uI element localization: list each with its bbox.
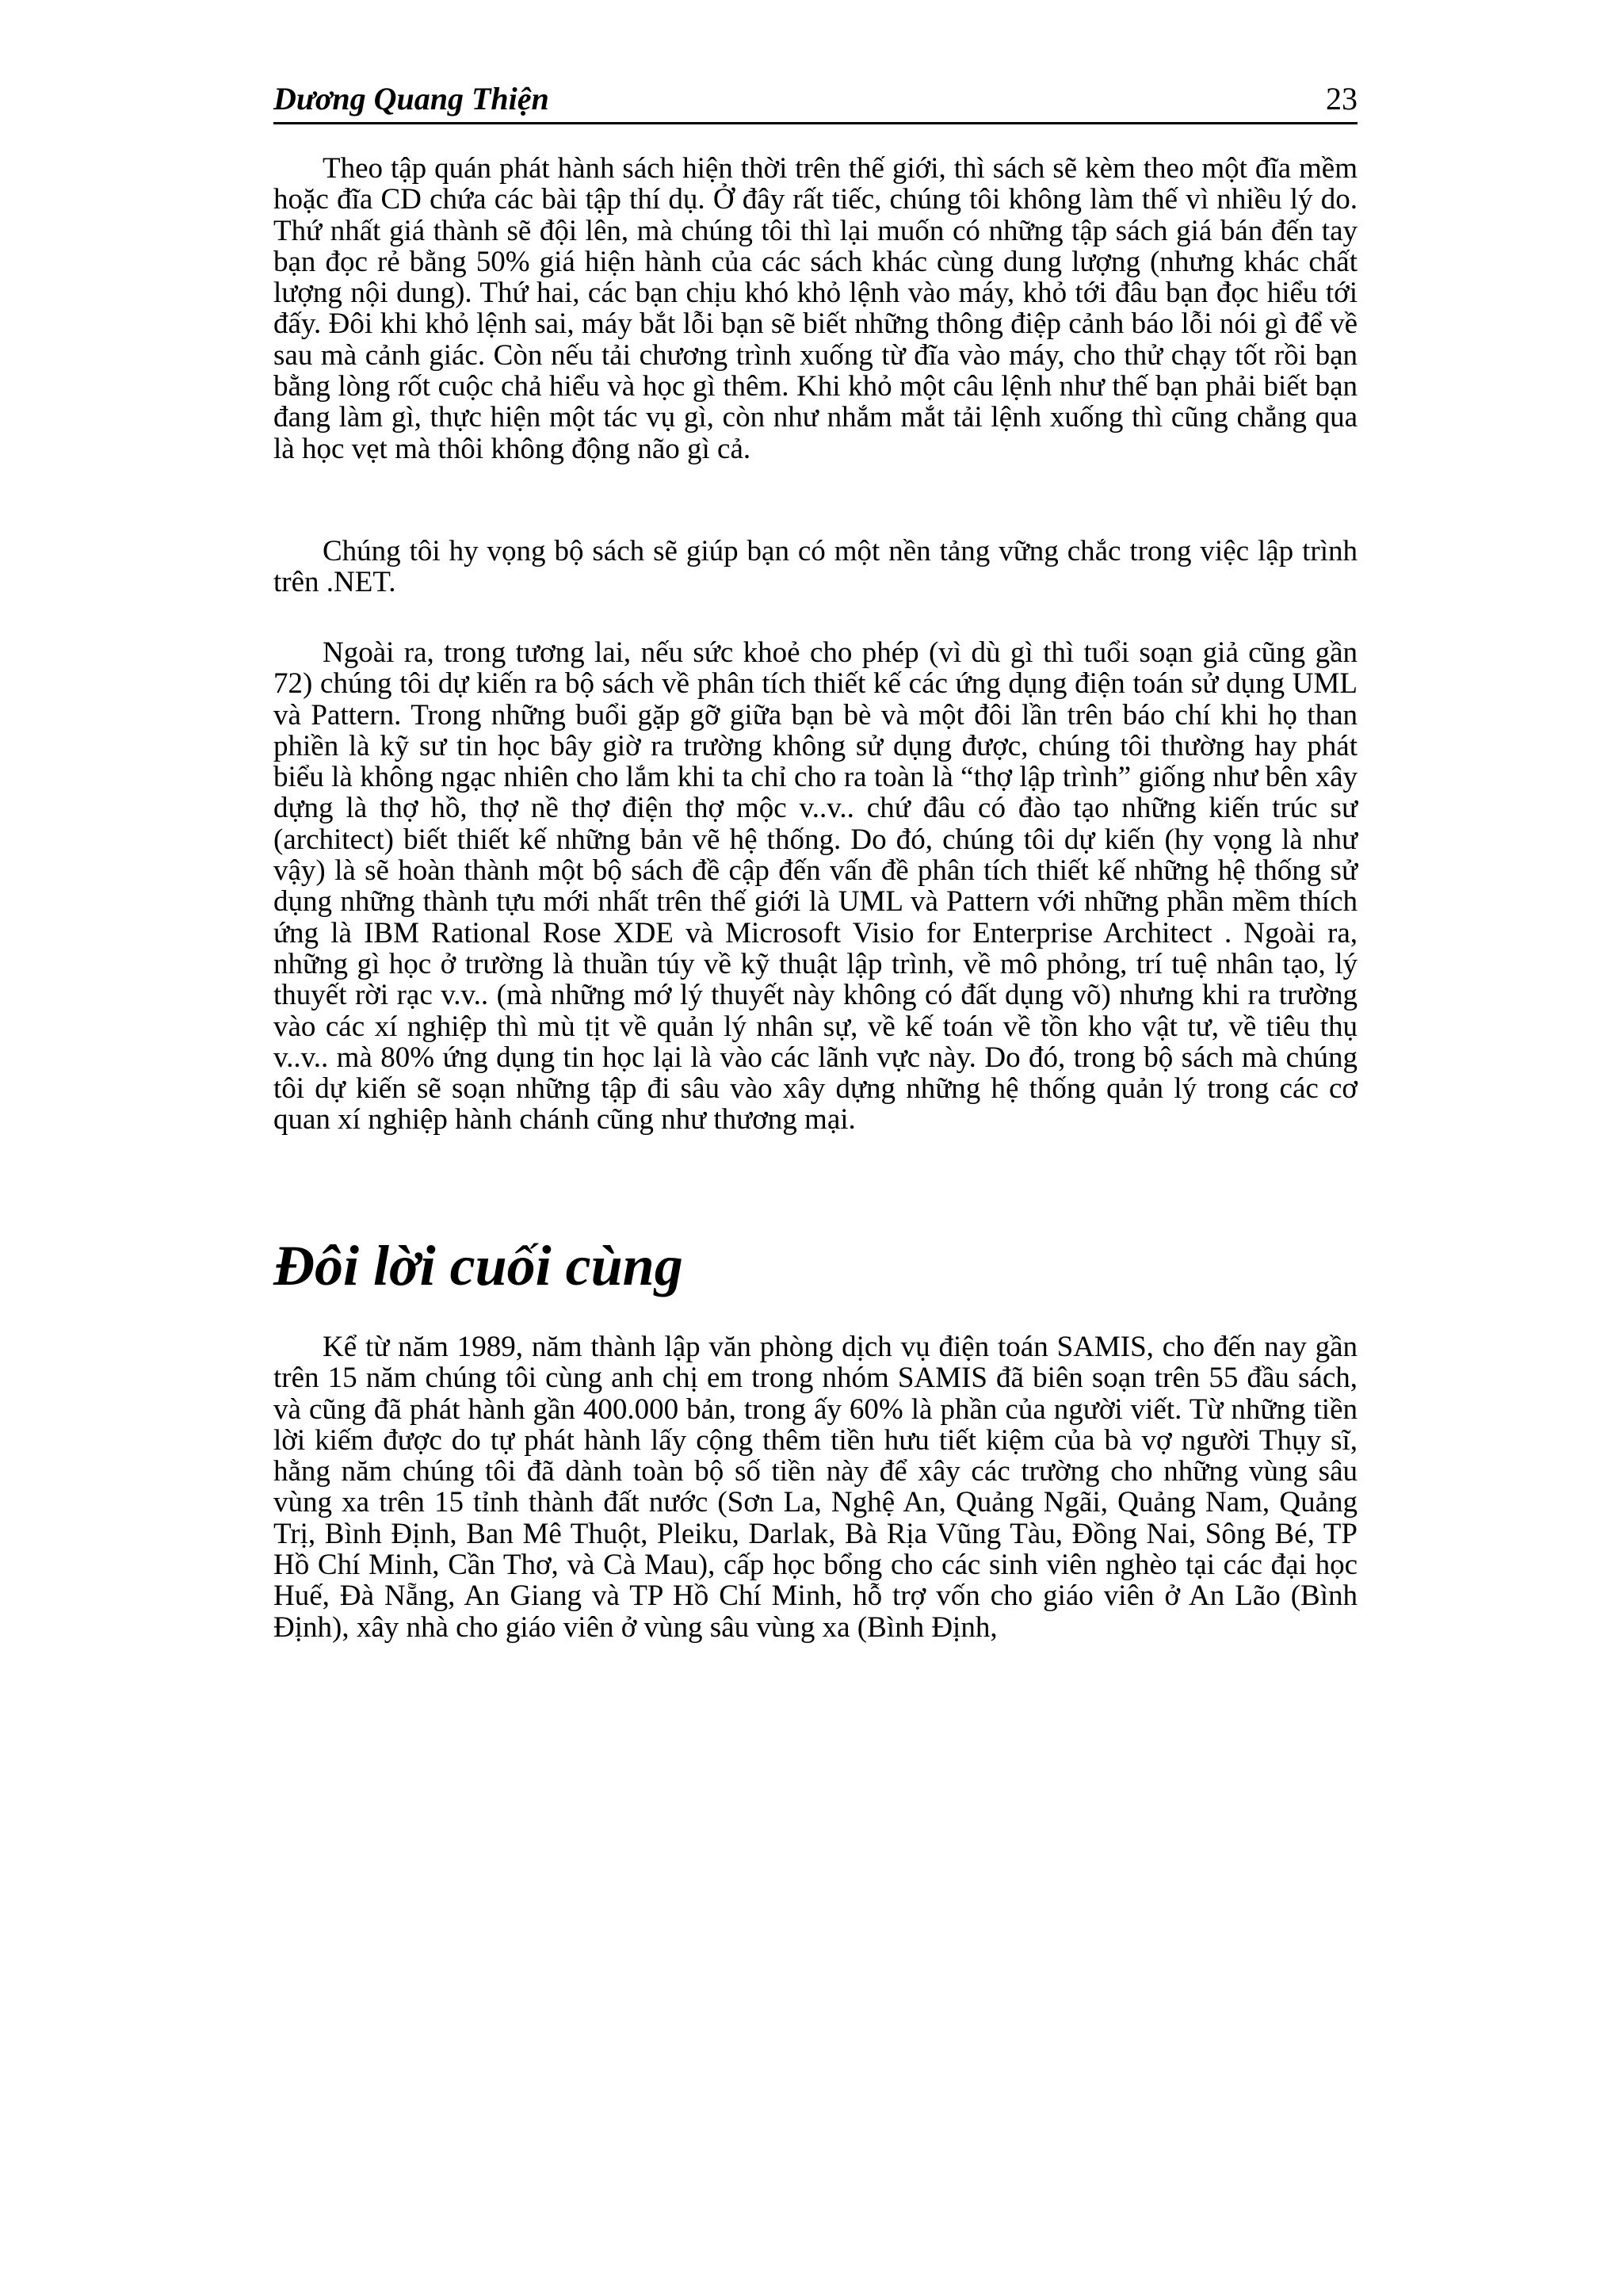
body-paragraph: Ngoài ra, trong tương lai, nếu sức khoẻ cho phép (vì dù gì thì tuổi soạn giả cũng gần 72) chúng tôi dự kiến ra bộ sách về phân tích thiết kế các ứng dụng điện toán sử dụng UML và Pattern. Trong những buổi gặp gỡ giữa bạn bè và một đôi lần trên báo chí khi họ than phiền là kỹ sư tin học bây giờ ra trường không sử dụng được, chúng tôi thường hay phát biểu là không ngạc nhiên cho lắm khi ta chỉ cho ra toàn là “thợ lập trình” giống như bên xây dựng là thợ hồ, thợ nề thợ điện thợ mộc v..v.. chứ đâu có đào tạo những kiến trúc sư (architect) biết thiết kế những bản vẽ hệ thống. Do đó, chúng tôi dự kiến (hy vọng là như vậy) là sẽ hoàn thành một bộ sách đề cập đến vấn đề phân tích thiết kế những hệ thống sử dụng những thành tựu mới nhất trên thế giới là UML và Pattern với những phần mềm thích ứng là IBM Rational Rose XDE và Microsoft Visio for Enterprise Architect . Ngoài ra, những gì học ở trường là thuần túy về kỹ thuật lập trình, về mô phỏng, trí tuệ nhân tạo, lý thuyết rời rạc v.v.. (mà những mớ lý thuyết này không có đất dụng võ) nhưng khi ra trường vào các xí nghiệp thì mù tịt về quản lý nhân sự, về kế toán về tồn kho vật tư, về tiêu thụ v..v.. mà 80% ứng dụng tin học lại là vào các lãnh vực này. Do đó, trong bộ sách mà chúng tôi dự kiến sẽ soạn những tập đi sâu vào xây dựng những hệ thống quản lý trong các cơ quan xí nghiệp hành chánh cũng như thương mại. [273,636,1358,1137]
section-heading: Đôi lời cuối cùng [273,1234,683,1297]
page-number: 23 [1326,81,1358,117]
running-header [273,78,1358,124]
header-author: Dương Quang Thiện [273,81,549,117]
body-paragraph: Kể từ năm 1989, năm thành lập văn phòng dịch vụ điện toán SAMIS, cho đến nay gần trên 15 năm chúng tôi cùng anh chị em trong nhóm SAMIS đã biên soạn trên 55 đầu sách, và cũng đã phát hành gần 400.000 bản, trong ấy 60% là phần của người viết. Từ những tiền lời kiếm được do tự phát hành lấy cộng thêm tiền hưu tiết kiệm của bà vợ người Thụy sĩ, hằng năm chúng tôi đã dành toàn bộ số tiền này để xây các trường cho những vùng sâu vùng xa trên 15 tỉnh thành đất nước (Sơn La, Nghệ An, Quảng Ngãi, Quảng Nam, Quảng Trị, Bình Định, Ban Mê Thuột, Pleiku, Darlak, Bà Rịa Vũng Tàu, Đồng Nai, Sông Bé, TP Hồ Chí Minh, Cần Thơ, và Cà Mau), cấp học bổng cho các sinh viên nghèo tại các đại học Huế, Đà Nẵng, An Giang và TP Hồ Chí Minh, hỗ trợ vốn cho giáo viên ở An Lão (Bình Định), xây nhà cho giáo viên ở vùng sâu vùng xa (Bình Định, [273,1331,1358,1644]
body-paragraph: Chúng tôi hy vọng bộ sách sẽ giúp bạn có một nền tảng vững chắc trong việc lập trình trên .NET. [273,535,1358,599]
body-paragraph: Theo tập quán phát hành sách hiện thời trên thế giới, thì sách sẽ kèm theo một đĩa mềm hoặc đĩa CD chứa các bài tập thí dụ. Ở đây rất tiếc, chúng tôi không làm thế vì nhiều lý do. Thứ nhất giá thành sẽ đội lên, mà chúng tôi thì lại muốn có những tập sách giá bán đến tay bạn đọc rẻ bằng 50% giá hiện hành của các sách khác cùng dung lượng (nhưng khác chất lượng nội dung). Thứ hai, các bạn chịu khó khỏ lệnh vào máy, khỏ tới đâu bạn đọc hiểu tới đấy. Đôi khi khỏ lệnh sai, máy bắt lỗi bạn sẽ biết những thông điệp cảnh báo lỗi nói gì để về sau mà cảnh giác. Còn nếu tải chương trình xuống từ đĩa vào máy, cho thử chạy tốt rồi bạn bằng lòng rốt cuộc chả hiểu và học gì thêm. Khi khỏ một câu lệnh như thế bạn phải biết bạn đang làm gì, thực hiện một tác vụ gì, còn như nhắm mắt tải lệnh xuống thì cũng chẳng qua là học vẹt mà thôi không động não gì cả. [273,152,1358,465]
